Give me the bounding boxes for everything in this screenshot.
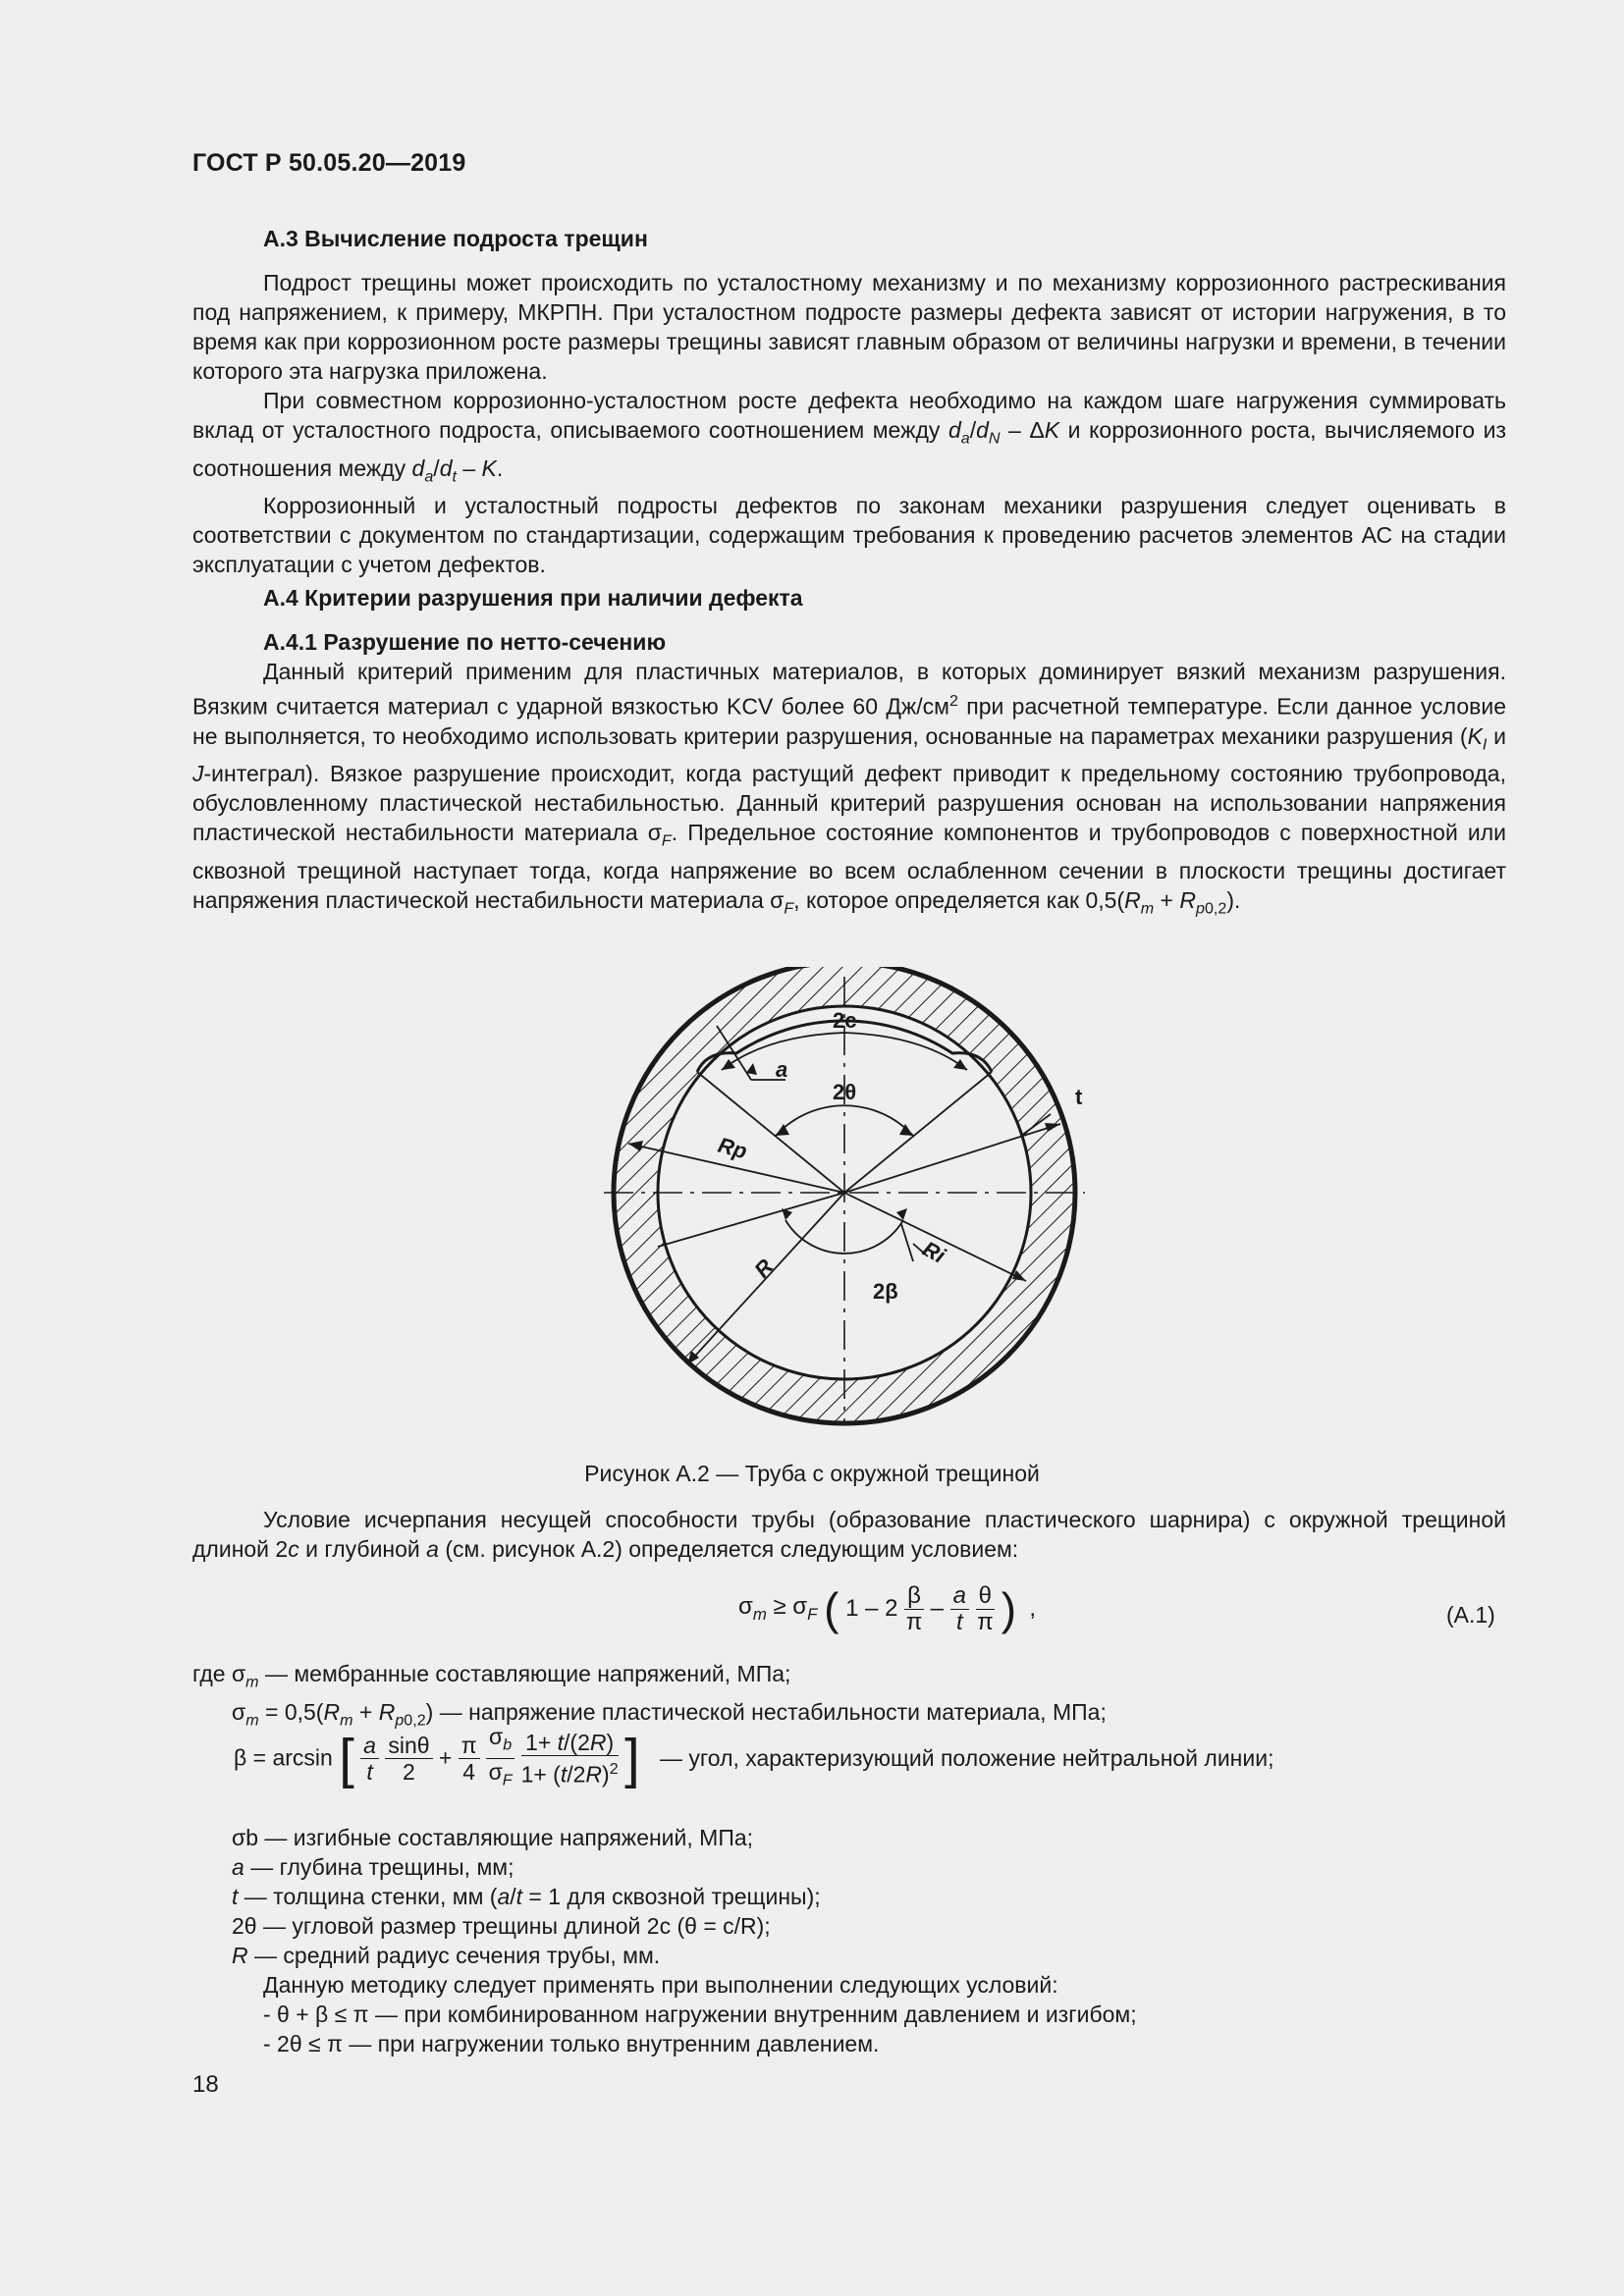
page-number: 18 xyxy=(192,2071,219,2098)
def-a-text: — глубина трещины, мм; xyxy=(250,1854,514,1880)
def-R-text: — средний радиус сечения трубы, мм. xyxy=(254,1943,661,1968)
def-t: t — толщина стенки, мм (a/t = 1 для сквозной трещины); xyxy=(232,1884,821,1909)
pipe-crack-figure xyxy=(589,967,1100,1448)
section-a41-body xyxy=(192,657,1506,923)
paragraph: Подрост трещины может происходить по усталостному механизму и по механизму коррозионного растрескивания под напряжением, к примеру, МКРПН. При усталостном подросте размеры дефекта зависят от истории нагружения, в то время как при коррозионном росте размеры трещины зависят главным образом от величины нагрузки и времени, в течении которого эта нагрузка приложена. xyxy=(192,270,1506,384)
def-cond2: - 2θ ≤ π — при нагружении только внутренним давлением. xyxy=(263,2031,880,2056)
definitions-2 xyxy=(192,1823,1506,2058)
section-a4-title: А.4 Критерии разрушения при наличии дефекта xyxy=(263,585,803,611)
section-a3-title: А.3 Вычисление подроста трещин xyxy=(263,226,648,251)
formula-beta: β = arcsin [ $\frac{a}{t}$ $\frac{\sin\theta}{2}$ + $\frac{\pi}{4}$ $\frac{\sigma_b}{\sigma_F}$ $\frac{1+ t/(2R)}{1+ (t/2R)^2}$ ] — угол, характеризующий положение нейтральной линии; xyxy=(234,1724,1274,1789)
paragraph: Коррозионный и усталостный подросты дефектов по законам механики разрушения следует оценивать в соответствии с документом по стандартизации, содержащим требования к проведению расчетов элементов АС на стадии эксплуатации с учетом дефектов. xyxy=(192,493,1506,578)
def-theta: 2θ — угловой размер трещины длиной 2c (θ = c/R); xyxy=(232,1913,771,1939)
label-2c: 2c xyxy=(833,1008,857,1033)
label-rp: Rp xyxy=(715,1132,750,1164)
def-beta-text: — угол, характеризующий положение нейтральной линии; xyxy=(660,1744,1274,1771)
section-a41-title: А.4.1 Разрушение по нетто-сечению xyxy=(263,629,667,655)
figure-caption: Рисунок А.2 — Труба с окружной трещиной xyxy=(584,1461,1040,1486)
def-R: R — средний радиус сечения трубы, мм. xyxy=(232,1943,661,1968)
def-a: a — глубина трещины, мм; xyxy=(232,1854,514,1880)
label-r: R xyxy=(749,1254,779,1283)
condition-paragraph xyxy=(192,1505,1506,1564)
def-sigma-b: σb — изгибные составляющие напряжений, МПа; xyxy=(232,1825,754,1850)
formula-number: (А.1) xyxy=(1446,1602,1495,1628)
paragraph: Данный критерий применим для пластичных материалов, в которых доминирует вязкий механизм разрушения. Вязким считается материал с ударной вязкостью KCV более 60 $Дж/см^2$ при расчетной температуре. Если данное условие не выполняется, то необходимо использовать критерии разрушения, основанные на параметрах механики разрушения ($K_I$ и J-интеграл). Вязкое разрушение происходит, когда растущий дефект приводит к предельному состоянию трубопровода, обусловленному пластической нестабильностью. Данный критерий разрушения основан на использовании напряжения пластической нестабильности материала $\sigma_F$. Предельное состояние компонентов и трубопроводов с поверхностной или сквозной трещиной наступает тогда, когда напряжение во всем ослабленном сечении в плоскости трещины достигает напряжения пластической нестабильности материала $\sigma_F$, которое определяется как $0,5(R_m + R_{p0,2})$. xyxy=(192,659,1506,918)
label-ri: Ri xyxy=(918,1236,949,1268)
def-cond1: - θ + β ≤ π — при комбинированном нагружении внутренним давлением и изгибом; xyxy=(263,2002,1137,2027)
def-sigma-m-text: — мембранные составляющие напряжений, МПа; xyxy=(264,1661,791,1686)
label-t: t xyxy=(1075,1085,1083,1109)
def-apply: Данную методику следует применять при выполнении следующих условий: xyxy=(263,1972,1058,1998)
paragraph: При совместном коррозионно-усталостном росте дефекта необходимо на каждом шаге нагружения суммировать вклад от усталостного подроста, описываемого соотношением между $d_a/d_N$ – ΔK и коррозионного роста, вычисляемого из соотношения между $d_a/d_t$ – K. xyxy=(192,388,1506,486)
document-header: ГОСТ Р 50.05.20—2019 xyxy=(192,149,466,177)
label-2theta: 2θ xyxy=(833,1080,857,1104)
label-2beta: 2β xyxy=(873,1279,898,1304)
def-sigma-m-eq: $\sigma_m = 0,5(R_m + R_{p0,2})$ — напряжение пластической нестабильности материала, МПа; xyxy=(232,1698,1107,1730)
section-a3-body xyxy=(192,268,1506,579)
paragraph: Условие исчерпания несущей способности трубы (образование пластического шарнира) с окружной трещиной длиной 2c и глубиной a (см. рисунок А.2) определяется следующим условием: xyxy=(192,1507,1506,1562)
def-sigma-m: где $\sigma_m$ — мембранные составляющие напряжений, МПа; xyxy=(192,1661,791,1691)
label-a: a xyxy=(776,1057,788,1082)
formula-a1: $\sigma_m \ge \sigma_F$ ( 1 – 2 $\frac{\beta}{\pi}$ – $\frac{a}{t}$ $\frac{\theta}{\pi}$ ) , xyxy=(738,1581,1037,1635)
